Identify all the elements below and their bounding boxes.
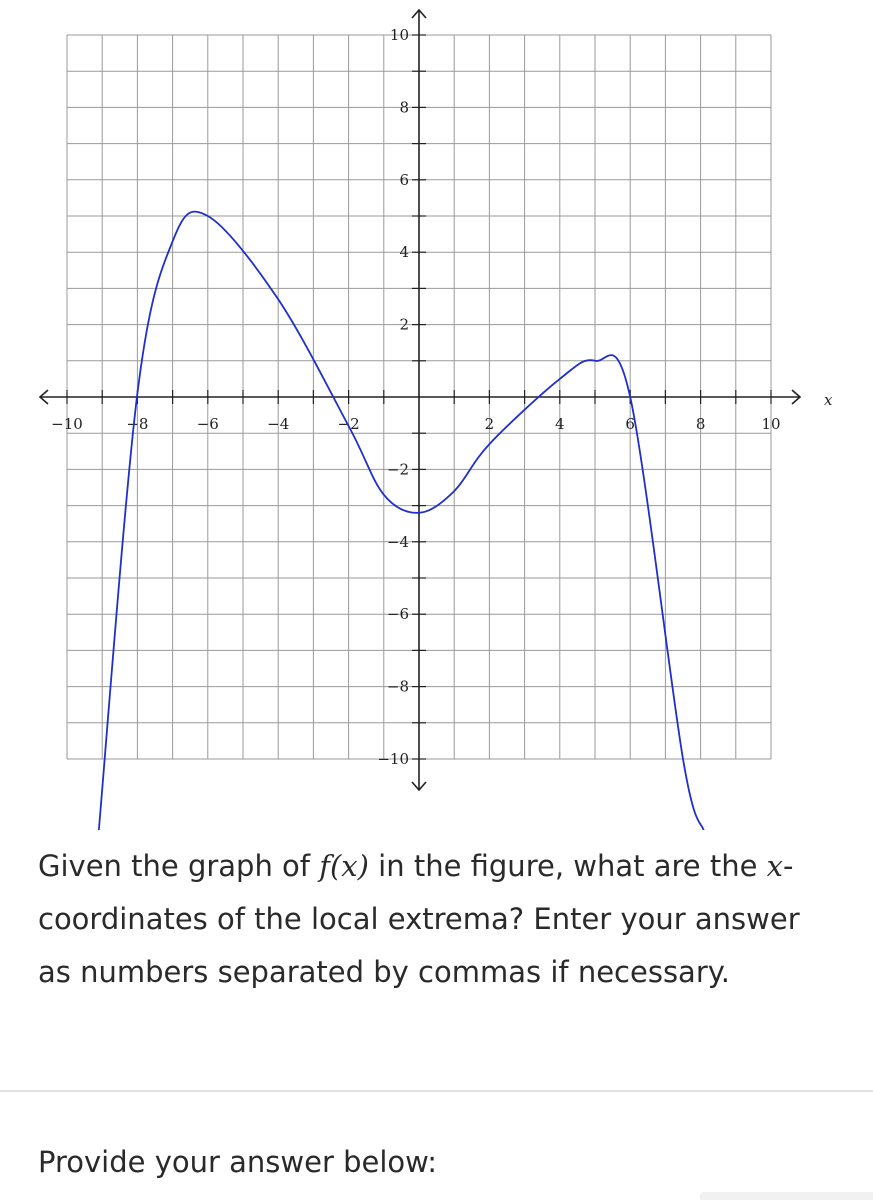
x-tick-label: 6 bbox=[625, 415, 635, 433]
y-tick-label: 10 bbox=[389, 26, 409, 44]
x-tick-label: −4 bbox=[267, 415, 290, 433]
answer-input-area[interactable] bbox=[700, 1192, 873, 1200]
y-tick-label: 6 bbox=[399, 170, 409, 189]
x-tick-label: −6 bbox=[196, 415, 219, 433]
y-tick-label: −10 bbox=[377, 750, 409, 768]
y-tick-label: −6 bbox=[386, 605, 409, 624]
question-part-1: Given the graph of bbox=[38, 849, 320, 883]
y-tick-label: 4 bbox=[399, 243, 409, 262]
y-tick-label: −2 bbox=[386, 460, 409, 479]
y-tick-label: −8 bbox=[386, 677, 409, 696]
x-tick-label: 2 bbox=[484, 415, 495, 433]
question-part-2: in the figure, what are the bbox=[368, 849, 767, 883]
x-axis-label: x bbox=[824, 391, 833, 409]
x-tick-label: 10 bbox=[761, 415, 781, 433]
curve-layer bbox=[99, 212, 704, 830]
x-tick-label: −8 bbox=[126, 415, 149, 433]
y-tick-label: −4 bbox=[386, 532, 409, 551]
x-tick-label: 8 bbox=[695, 415, 706, 433]
axes bbox=[40, 10, 800, 790]
function-curve bbox=[99, 212, 704, 830]
divider bbox=[0, 1090, 873, 1092]
function-notation: f(x) bbox=[319, 849, 369, 883]
y-tick-label: 8 bbox=[399, 98, 409, 117]
question-part-3: -coordinates of the local extrema? Enter your answer as numbers separated by commas if necessary. bbox=[38, 849, 800, 989]
answer-label: Provide your answer below: bbox=[38, 1145, 438, 1179]
y-tick-label: 2 bbox=[399, 315, 409, 334]
x-tick-label: −10 bbox=[51, 415, 83, 433]
x-tick-label: −2 bbox=[337, 415, 360, 433]
x-tick-label: 4 bbox=[555, 415, 565, 433]
question-text bbox=[38, 840, 838, 999]
variable-x: x bbox=[766, 849, 784, 883]
